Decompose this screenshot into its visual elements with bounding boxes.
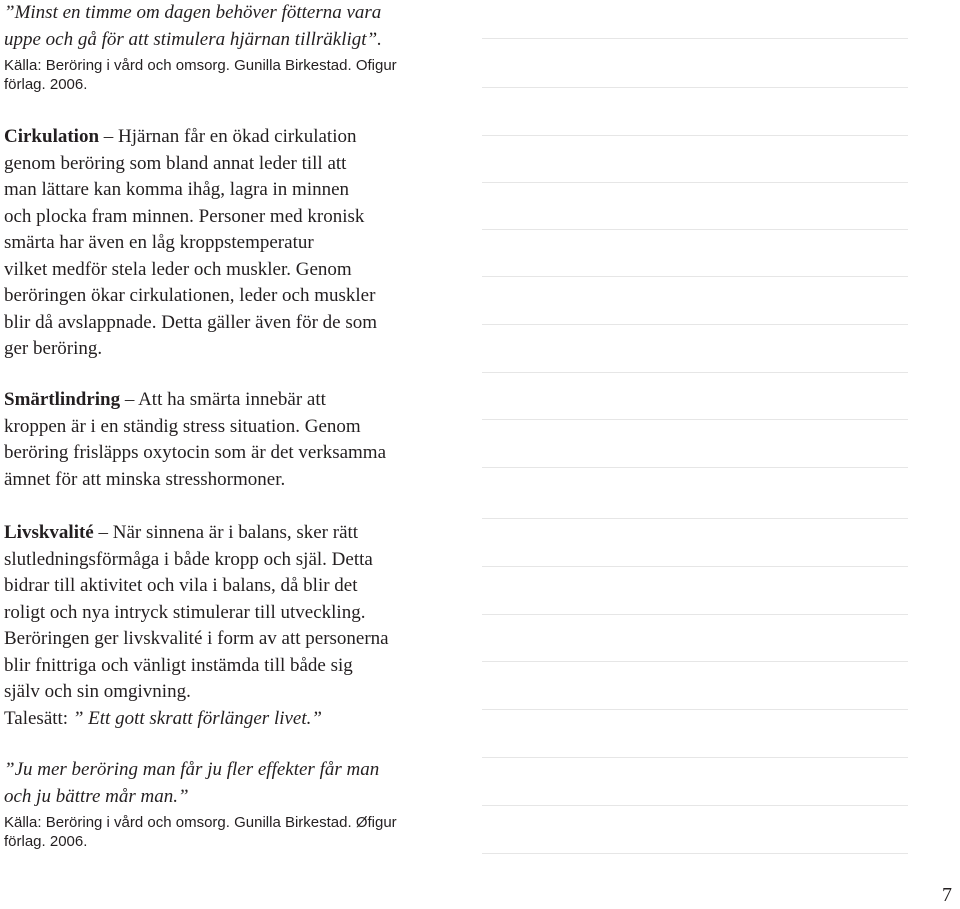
section-line: slutledningsförmåga i både kropp och själ. Detta xyxy=(4,548,373,570)
opening-quote-source xyxy=(4,56,454,94)
note-line xyxy=(482,709,908,710)
section-line: bidrar till aktivitet och vila i balans, då blir det xyxy=(4,575,358,596)
section-line: och plocka fram minnen. Personer med kronisk xyxy=(4,205,365,227)
section-line: roligt och nya intryck stimulerar till utveckling. xyxy=(4,601,366,623)
section-heading: Livskvalité xyxy=(4,522,94,543)
note-line xyxy=(482,135,908,136)
section-cirkulation xyxy=(4,124,454,363)
closing-quote xyxy=(4,757,454,810)
note-line xyxy=(482,614,908,615)
note-line xyxy=(482,372,908,373)
note-line xyxy=(482,229,908,230)
section-smartlindring xyxy=(4,387,454,493)
note-line xyxy=(482,276,908,277)
note-line xyxy=(482,661,908,662)
notes-ruled-lines xyxy=(482,0,908,909)
note-line xyxy=(482,87,908,88)
section-line: blir då avslappnade. Detta gäller även för de som xyxy=(4,311,377,333)
em-dash: – xyxy=(99,126,119,147)
section-line: Beröringen ger livskvalité i form av att personerna xyxy=(4,628,389,649)
note-line xyxy=(482,38,908,39)
section-first-line xyxy=(4,124,454,151)
section-line: man lättare kan komma ihåg, lagra in minnen xyxy=(4,179,350,200)
em-dash: – xyxy=(93,522,113,543)
closing-quote-source xyxy=(4,813,454,851)
source-line: Källa: Beröring i vård och omsorg. Gunilla Birkestad. Øfigur xyxy=(4,814,397,831)
section-line: ger beröring. xyxy=(4,338,103,359)
source-line: Källa: Beröring i vård och omsorg. Gunilla Birkestad. Ofigur xyxy=(4,57,397,74)
note-line xyxy=(482,566,908,567)
section-heading: Smärtlindring xyxy=(4,389,121,410)
note-line xyxy=(482,467,908,468)
source-line: förlag. 2006. xyxy=(4,76,88,93)
section-line: själv och sin omgivning. xyxy=(4,681,191,702)
section-line: blir fnittriga och vänligt instämda till både sig xyxy=(4,654,353,676)
note-line xyxy=(482,518,908,519)
quote-line: ”Ju mer beröring man får ju fler effekter får man xyxy=(4,759,380,780)
section-first-line-text: När sinnena är i balans, sker rätt xyxy=(112,522,359,543)
source-line: förlag. 2006. xyxy=(4,833,88,850)
opening-quote xyxy=(4,0,454,53)
saying-label: Talesätt: xyxy=(4,707,73,729)
section-line: ämnet för att minska stresshormoner. xyxy=(4,468,286,490)
note-line xyxy=(482,182,908,183)
section-line: vilket medför stela leder och muskler. Genom xyxy=(4,258,352,280)
quote-line: och ju bättre mår man.” xyxy=(4,785,189,807)
page-number: 7 xyxy=(942,884,952,906)
section-line: genom beröring som bland annat leder till att xyxy=(4,152,347,174)
section-first-line-text: Att ha smärta innebär att xyxy=(138,389,326,410)
saying-line xyxy=(4,706,454,733)
note-line xyxy=(482,757,908,758)
note-line xyxy=(482,805,908,806)
section-first-line-text: Hjärnan får en ökad cirkulation xyxy=(118,126,357,147)
section-livskvalite xyxy=(4,520,454,732)
quote-line: uppe och gå för att stimulera hjärnan tillräkligt”. xyxy=(4,28,382,50)
em-dash: – xyxy=(120,389,139,410)
note-line xyxy=(482,419,908,420)
section-first-line xyxy=(4,387,454,414)
section-first-line xyxy=(4,520,454,547)
quote-line: ”Minst en timme om dagen behöver fötterna vara xyxy=(4,2,382,23)
section-heading: Cirkulation xyxy=(4,126,100,147)
section-line: kroppen är i en ständig stress situation. Genom xyxy=(4,415,361,437)
section-line: beröring frisläpps oxytocin som är det verksamma xyxy=(4,442,387,463)
note-line xyxy=(482,853,908,854)
section-line: smärta har även en låg kroppstemperatur xyxy=(4,232,314,253)
note-line xyxy=(482,324,908,325)
section-line: beröringen ökar cirkulationen, leder och muskler xyxy=(4,285,376,306)
saying-text: ” Ett gott skratt förlänger livet.” xyxy=(72,707,322,729)
